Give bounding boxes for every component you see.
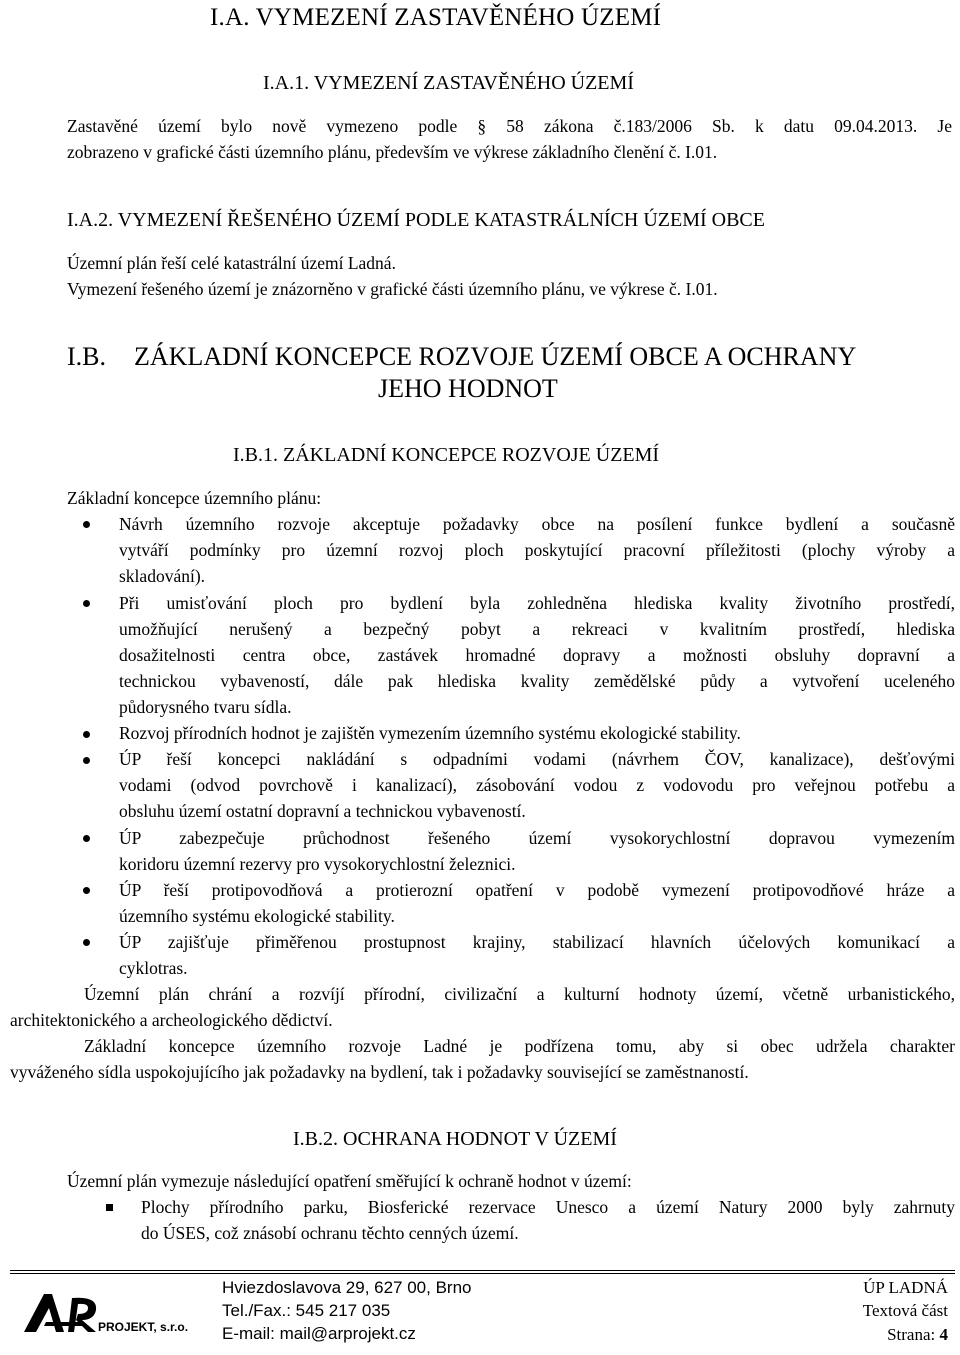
paragraph-2-line-2: vyváženého sídla uspokojujícího jak požadavky na bydlení, tak i požadavky související se zaměstnaností.	[10, 1062, 749, 1082]
bullet-5-line-2: koridoru územní rezervy pro vysokorychlostní železnici.	[119, 854, 516, 874]
bullet-2-line-1: Při umisťování ploch pro bydlení byla zohledněna hlediska kvality životního prostředí,	[119, 593, 955, 613]
bullet-3-line-1: Rozvoj přírodních hodnot je zajištěn vymezením územního systému ekologické stability.	[119, 723, 741, 743]
bullet-dot	[83, 600, 90, 607]
section-ia1-line1: Zastavěné území bylo nově vymezeno podle § 58 zákona č.183/2006 Sb. k datu 09.04.2013. Je	[67, 116, 952, 136]
footer-page-number: 4	[939, 1325, 948, 1344]
bullet-2-line-2: umožňující nerušený a bezpečný pobyt a rekreaci v kvalitním prostředí, hlediska	[119, 619, 955, 639]
bullet-2-line-3: dosažitelnosti centra obce, zastávek hromadné dopravy a možnosti obsluhy dopravní a	[119, 645, 955, 665]
section-ib1-intro: Základní koncepce územního plánu:	[67, 488, 322, 508]
heading-ib-line1: ZÁKLADNÍ KONCEPCE ROZVOJE ÚZEMÍ OBCE A OCHRANY	[134, 342, 857, 371]
footer-email: E-mail: mail@arprojekt.cz	[222, 1324, 416, 1343]
paragraph-2-line-1: Základní koncepce územního rozvoje Ladné je podřízena tomu, aby si obec udržela charakter	[84, 1036, 955, 1056]
square-bullet	[106, 1204, 113, 1211]
bullet-6-line-1: ÚP řeší protipovodňová a protierozní opatření v podobě vymezení protipovodňové hráze a	[119, 880, 955, 900]
logo-text: PROJEKT, s.r.o.	[98, 1320, 189, 1334]
section-ib2-item-line-2: do ÚSES, což znásobí ochranu těchto cenných území.	[141, 1223, 519, 1243]
bullet-2-line-4: technickou vybaveností, dále pak hlediska kvality zemědělské půdy a vytvoření uceleného	[119, 671, 955, 691]
section-ib2-item-line-1: Plochy přírodního parku, Biosferické rezervace Unesco a území Natury 2000 byly zahrnuty	[141, 1197, 955, 1217]
footer-divider	[10, 1273, 955, 1274]
bullet-dot	[83, 939, 90, 946]
bullet-7-line-1: ÚP zajišťuje přiměřenou prostupnost krajiny, stabilizací hlavních účelových komunikací a	[119, 932, 955, 952]
heading-ib-label: I.B.	[67, 342, 106, 371]
footer-divider	[10, 1270, 955, 1271]
section-ib1-title: I.B.1. ZÁKLADNÍ KONCEPCE ROZVOJE ÚZEMÍ	[233, 444, 660, 466]
company-logo	[22, 1290, 212, 1340]
section-ib2-intro: Územní plán vymezuje následující opatření směřující k ochraně hodnot v území:	[67, 1171, 632, 1191]
bullet-4-line-1: ÚP řeší koncepci nakládání s odpadními vodami (návrhem ČOV, kanalizace), dešťovými	[119, 749, 955, 769]
bullet-4-line-2: vodami (odvod povrchově i kanalizací), zásobování vodou z vodovodu pro veřejnou potřebu a	[119, 775, 955, 795]
footer-project: ÚP LADNÁ	[863, 1278, 948, 1297]
section-ib2-title: I.B.2. OCHRANA HODNOT V ÚZEMÍ	[293, 1128, 617, 1150]
bullet-6-line-2: územního systému ekologické stability.	[119, 906, 395, 926]
paragraph-1-line-2: architektonického a archeologického dědictví.	[10, 1010, 333, 1030]
bullet-5-line-1: ÚP zabezpečuje průchodnost řešeného území vysokorychlostní dopravou vymezením	[119, 828, 955, 848]
bullet-1-line-1: Návrh územního rozvoje akceptuje požadavky obce na posílení funkce bydlení a současně	[119, 514, 955, 534]
heading-ib-line2: JEHO HODNOT	[378, 374, 558, 403]
section-ia2-line2: Vymezení řešeného území je znázorněno v grafické části územního plánu, ve výkrese č. I.01.	[67, 279, 718, 299]
bullet-dot	[83, 757, 90, 764]
footer-phone: Tel./Fax.: 545 217 035	[222, 1301, 391, 1320]
bullet-1-line-3: skladování).	[119, 566, 206, 586]
footer-page-label: Strana:	[887, 1325, 936, 1344]
heading-ia: I.A. VYMEZENÍ ZASTAVĚNÉHO ÚZEMÍ	[210, 4, 662, 31]
bullet-dot	[83, 835, 90, 842]
section-ia2-line1: Územní plán řeší celé katastrální území Ladná.	[67, 253, 396, 273]
footer-page	[887, 1325, 948, 1345]
bullet-dot	[83, 521, 90, 528]
section-ia1-title: I.A.1. VYMEZENÍ ZASTAVĚNÉHO ÚZEMÍ	[263, 72, 634, 94]
section-ia2-title: I.A.2. VYMEZENÍ ŘEŠENÉHO ÚZEMÍ PODLE KATASTRÁLNÍCH ÚZEMÍ OBCE	[67, 209, 765, 231]
bullet-4-line-3: obsluhu území ostatní dopravní a technickou vybaveností.	[119, 801, 526, 821]
paragraph-1-line-1: Územní plán chrání a rozvíjí přírodní, civilizační a kulturní hodnoty území, včetně urbanistického,	[84, 984, 955, 1004]
bullet-1-line-2: vytváří podmínky pro územní rozvoj ploch poskytující pracovní příležitosti (plochy výroby a	[119, 540, 955, 560]
footer-part: Textová část	[862, 1301, 948, 1320]
bullet-dot	[83, 731, 90, 738]
bullet-dot	[83, 887, 90, 894]
section-ia1-line2: zobrazeno v grafické části územního plánu, především ve výkrese základního členění č. I.01.	[67, 142, 718, 162]
footer-address: Hviezdoslavova 29, 627 00, Brno	[222, 1278, 472, 1297]
bullet-2-line-5: půdorysného tvaru sídla.	[119, 697, 292, 717]
bullet-7-line-2: cyklotras.	[119, 958, 188, 978]
